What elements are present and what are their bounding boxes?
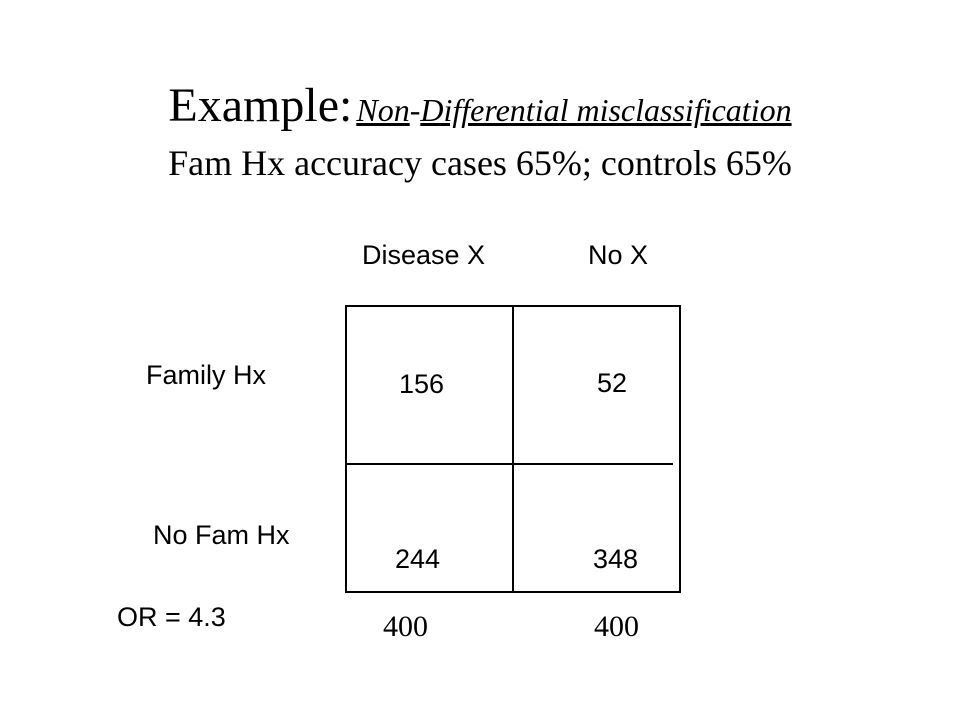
table-right-border xyxy=(679,305,681,593)
title-part-differential: Differential misclassification xyxy=(420,92,792,128)
title-main: Example: xyxy=(168,79,353,132)
row-label-no-fam-hx: No Fam Hx xyxy=(153,520,290,550)
table-middle-divider xyxy=(345,463,673,465)
table-center-divider xyxy=(512,305,514,593)
slide-title xyxy=(0,78,960,133)
col-total-no-disease: 400 xyxy=(594,610,639,643)
title-hyphen: - xyxy=(409,92,421,128)
cell-exposed-cases: 156 xyxy=(399,369,445,399)
row-label-family-hx: Family Hx xyxy=(146,360,266,390)
col-header-disease: Disease X xyxy=(362,240,486,270)
table-left-border xyxy=(345,305,347,593)
cell-unexposed-cases: 244 xyxy=(395,544,441,574)
col-total-disease: 400 xyxy=(383,610,428,643)
cell-exposed-controls: 52 xyxy=(597,368,628,398)
slide-subtitle: Fam Hx accuracy cases 65%; controls 65% xyxy=(168,143,792,183)
title-part-non: Non xyxy=(356,92,410,128)
col-header-no-disease: No X xyxy=(588,240,649,270)
cell-unexposed-controls: 348 xyxy=(593,544,639,574)
odds-ratio: OR = 4.3 xyxy=(117,602,226,632)
